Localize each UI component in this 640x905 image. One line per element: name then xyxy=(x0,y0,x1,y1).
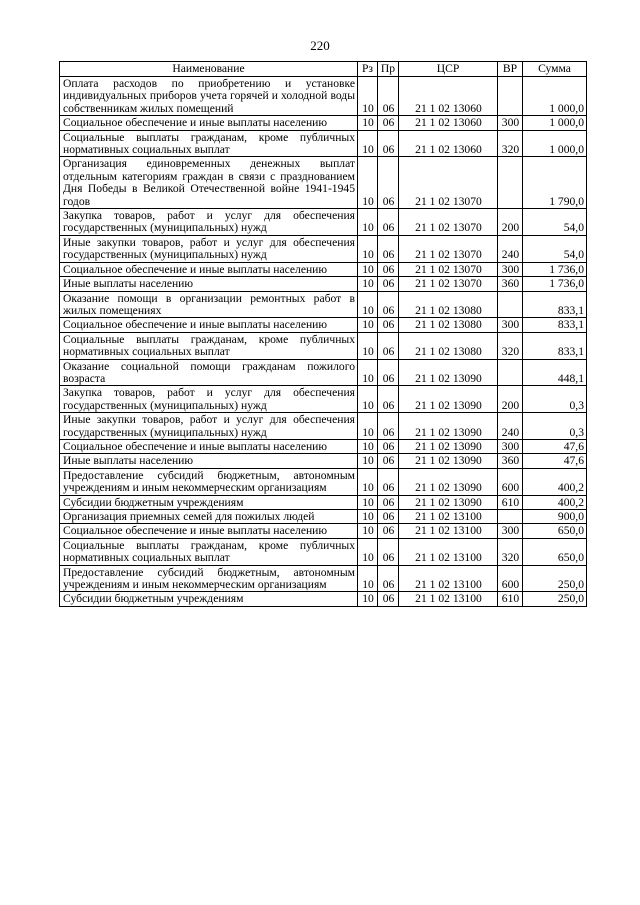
row-name: Социальные выплаты гражданам, кроме публичных нормативных социальных выплат xyxy=(60,332,358,359)
row-vr: 240 xyxy=(498,235,523,262)
row-pr: 06 xyxy=(378,565,399,592)
row-sum: 833,1 xyxy=(523,291,587,318)
row-vr: 300 xyxy=(498,439,523,453)
row-csr: 21 1 02 13080 xyxy=(399,318,498,332)
row-vr: 300 xyxy=(498,524,523,538)
table-row xyxy=(60,454,587,468)
row-vr xyxy=(498,157,523,209)
row-pr: 06 xyxy=(378,386,399,413)
row-vr: 320 xyxy=(498,332,523,359)
row-rz: 10 xyxy=(358,116,378,130)
row-vr: 300 xyxy=(498,116,523,130)
header-sum: Сумма xyxy=(523,62,587,77)
row-sum: 833,1 xyxy=(523,318,587,332)
row-csr: 21 1 02 13090 xyxy=(399,495,498,509)
row-rz: 10 xyxy=(358,209,378,236)
row-sum: 250,0 xyxy=(523,565,587,592)
row-vr: 320 xyxy=(498,538,523,565)
table-row xyxy=(60,332,587,359)
table-row xyxy=(60,413,587,440)
table-body xyxy=(60,77,587,607)
row-sum: 900,0 xyxy=(523,510,587,524)
row-sum: 47,6 xyxy=(523,454,587,468)
row-vr: 200 xyxy=(498,209,523,236)
table-row xyxy=(60,130,587,157)
row-rz: 10 xyxy=(358,77,378,116)
row-csr: 21 1 02 13060 xyxy=(399,77,498,116)
row-pr: 06 xyxy=(378,359,399,386)
row-rz: 10 xyxy=(358,495,378,509)
row-rz: 10 xyxy=(358,291,378,318)
row-sum: 833,1 xyxy=(523,332,587,359)
budget-table xyxy=(59,61,587,607)
row-csr: 21 1 02 13090 xyxy=(399,413,498,440)
row-name: Субсидии бюджетным учреждениям xyxy=(60,592,358,606)
header-rz: Рз xyxy=(358,62,378,77)
row-rz: 10 xyxy=(358,318,378,332)
row-vr: 610 xyxy=(498,495,523,509)
table-row xyxy=(60,77,587,116)
row-name: Социальное обеспечение и иные выплаты населению xyxy=(60,439,358,453)
row-csr: 21 1 02 13090 xyxy=(399,454,498,468)
row-pr: 06 xyxy=(378,592,399,606)
row-pr: 06 xyxy=(378,291,399,318)
table-row xyxy=(60,116,587,130)
row-name: Иные выплаты населению xyxy=(60,454,358,468)
row-rz: 10 xyxy=(358,157,378,209)
row-name: Социальное обеспечение и иные выплаты населению xyxy=(60,524,358,538)
table-row xyxy=(60,235,587,262)
row-sum: 250,0 xyxy=(523,592,587,606)
page-number: 220 xyxy=(310,38,330,53)
row-vr: 360 xyxy=(498,277,523,291)
row-sum: 47,6 xyxy=(523,439,587,453)
table-row xyxy=(60,565,587,592)
row-pr: 06 xyxy=(378,77,399,116)
row-sum: 1 000,0 xyxy=(523,130,587,157)
header-vr: ВР xyxy=(498,62,523,77)
row-csr: 21 1 02 13060 xyxy=(399,116,498,130)
table-row xyxy=(60,262,587,276)
row-name: Социальные выплаты гражданам, кроме публичных нормативных социальных выплат xyxy=(60,130,358,157)
row-name: Иные закупки товаров, работ и услуг для обеспечения государственных (муниципальных) нужд xyxy=(60,413,358,440)
row-pr: 06 xyxy=(378,235,399,262)
row-csr: 21 1 02 13090 xyxy=(399,468,498,495)
table-row xyxy=(60,592,587,606)
row-name: Оказание помощи в организации ремонтных работ в жилых помещениях xyxy=(60,291,358,318)
row-vr: 300 xyxy=(498,318,523,332)
row-rz: 10 xyxy=(358,468,378,495)
row-sum: 1 790,0 xyxy=(523,157,587,209)
row-csr: 21 1 02 13080 xyxy=(399,332,498,359)
table-row xyxy=(60,386,587,413)
row-rz: 10 xyxy=(358,538,378,565)
row-rz: 10 xyxy=(358,359,378,386)
row-csr: 21 1 02 13070 xyxy=(399,235,498,262)
row-pr: 06 xyxy=(378,277,399,291)
row-name: Организация приемных семей для пожилых людей xyxy=(60,510,358,524)
row-sum: 54,0 xyxy=(523,235,587,262)
row-csr: 21 1 02 13080 xyxy=(399,291,498,318)
row-vr: 360 xyxy=(498,454,523,468)
row-csr: 21 1 02 13070 xyxy=(399,157,498,209)
row-sum: 448,1 xyxy=(523,359,587,386)
row-rz: 10 xyxy=(358,262,378,276)
row-rz: 10 xyxy=(358,454,378,468)
row-pr: 06 xyxy=(378,468,399,495)
row-name: Закупка товаров, работ и услуг для обеспечения государственных (муниципальных) нужд xyxy=(60,386,358,413)
row-csr: 21 1 02 13070 xyxy=(399,209,498,236)
row-sum: 1 000,0 xyxy=(523,77,587,116)
row-name: Иные закупки товаров, работ и услуг для обеспечения государственных (муниципальных) нужд xyxy=(60,235,358,262)
row-name: Закупка товаров, работ и услуг для обеспечения государственных (муниципальных) нужд xyxy=(60,209,358,236)
row-name: Социальное обеспечение и иные выплаты населению xyxy=(60,318,358,332)
row-vr: 200 xyxy=(498,386,523,413)
table-row xyxy=(60,209,587,236)
row-csr: 21 1 02 13060 xyxy=(399,130,498,157)
row-pr: 06 xyxy=(378,454,399,468)
row-pr: 06 xyxy=(378,116,399,130)
row-vr: 600 xyxy=(498,468,523,495)
row-pr: 06 xyxy=(378,157,399,209)
row-sum: 400,2 xyxy=(523,495,587,509)
table-row xyxy=(60,468,587,495)
table-row xyxy=(60,495,587,509)
row-vr: 600 xyxy=(498,565,523,592)
row-name: Предоставление субсидий бюджетным, автономным учреждениям и иным некоммерческим организациям xyxy=(60,468,358,495)
row-csr: 21 1 02 13100 xyxy=(399,524,498,538)
row-csr: 21 1 02 13100 xyxy=(399,538,498,565)
row-pr: 06 xyxy=(378,510,399,524)
table-header-row xyxy=(60,62,587,77)
row-csr: 21 1 02 13090 xyxy=(399,359,498,386)
table-row xyxy=(60,359,587,386)
row-rz: 10 xyxy=(358,413,378,440)
table-row xyxy=(60,277,587,291)
row-vr xyxy=(498,510,523,524)
row-csr: 21 1 02 13100 xyxy=(399,592,498,606)
table-row xyxy=(60,538,587,565)
row-rz: 10 xyxy=(358,439,378,453)
row-vr: 320 xyxy=(498,130,523,157)
row-csr: 21 1 02 13070 xyxy=(399,262,498,276)
row-sum: 1 736,0 xyxy=(523,277,587,291)
row-rz: 10 xyxy=(358,332,378,359)
row-vr xyxy=(498,359,523,386)
table-row xyxy=(60,157,587,209)
table-row xyxy=(60,524,587,538)
row-vr: 240 xyxy=(498,413,523,440)
row-vr: 300 xyxy=(498,262,523,276)
row-pr: 06 xyxy=(378,413,399,440)
row-sum: 1 736,0 xyxy=(523,262,587,276)
row-csr: 21 1 02 13100 xyxy=(399,565,498,592)
row-sum: 650,0 xyxy=(523,538,587,565)
row-rz: 10 xyxy=(358,277,378,291)
table-row xyxy=(60,291,587,318)
row-rz: 10 xyxy=(358,565,378,592)
row-name: Иные выплаты населению xyxy=(60,277,358,291)
row-rz: 10 xyxy=(358,592,378,606)
row-sum: 650,0 xyxy=(523,524,587,538)
row-pr: 06 xyxy=(378,318,399,332)
row-rz: 10 xyxy=(358,235,378,262)
table-row xyxy=(60,318,587,332)
row-pr: 06 xyxy=(378,332,399,359)
row-rz: 10 xyxy=(358,510,378,524)
row-sum: 0,3 xyxy=(523,413,587,440)
row-rz: 10 xyxy=(358,524,378,538)
table-row xyxy=(60,439,587,453)
row-csr: 21 1 02 13100 xyxy=(399,510,498,524)
row-name: Социальное обеспечение и иные выплаты населению xyxy=(60,262,358,276)
row-pr: 06 xyxy=(378,495,399,509)
row-pr: 06 xyxy=(378,262,399,276)
header-pr: Пр xyxy=(378,62,399,77)
row-vr xyxy=(498,77,523,116)
row-vr: 610 xyxy=(498,592,523,606)
row-pr: 06 xyxy=(378,439,399,453)
row-pr: 06 xyxy=(378,130,399,157)
row-name: Организация единовременных денежных выплат отдельным категориям граждан в связи с празднованием Дня Победы в Великой Отечественной войне 1941-1945 годов xyxy=(60,157,358,209)
row-sum: 1 000,0 xyxy=(523,116,587,130)
row-name: Оказание социальной помощи гражданам пожилого возраста xyxy=(60,359,358,386)
row-name: Социальные выплаты гражданам, кроме публичных нормативных социальных выплат xyxy=(60,538,358,565)
row-rz: 10 xyxy=(358,386,378,413)
row-vr xyxy=(498,291,523,318)
row-csr: 21 1 02 13090 xyxy=(399,386,498,413)
row-name: Субсидии бюджетным учреждениям xyxy=(60,495,358,509)
row-csr: 21 1 02 13090 xyxy=(399,439,498,453)
header-name: Наименование xyxy=(60,62,358,77)
row-name: Оплата расходов по приобретению и установке индивидуальных приборов учета горячей и холодной воды собственникам жилых помещений xyxy=(60,77,358,116)
row-csr: 21 1 02 13070 xyxy=(399,277,498,291)
row-name: Предоставление субсидий бюджетным, автономным учреждениям и иным некоммерческим организациям xyxy=(60,565,358,592)
row-name: Социальное обеспечение и иные выплаты населению xyxy=(60,116,358,130)
row-pr: 06 xyxy=(378,209,399,236)
row-pr: 06 xyxy=(378,524,399,538)
row-rz: 10 xyxy=(358,130,378,157)
header-csr: ЦСР xyxy=(399,62,498,77)
table-row xyxy=(60,510,587,524)
row-sum: 0,3 xyxy=(523,386,587,413)
row-sum: 54,0 xyxy=(523,209,587,236)
row-pr: 06 xyxy=(378,538,399,565)
row-sum: 400,2 xyxy=(523,468,587,495)
